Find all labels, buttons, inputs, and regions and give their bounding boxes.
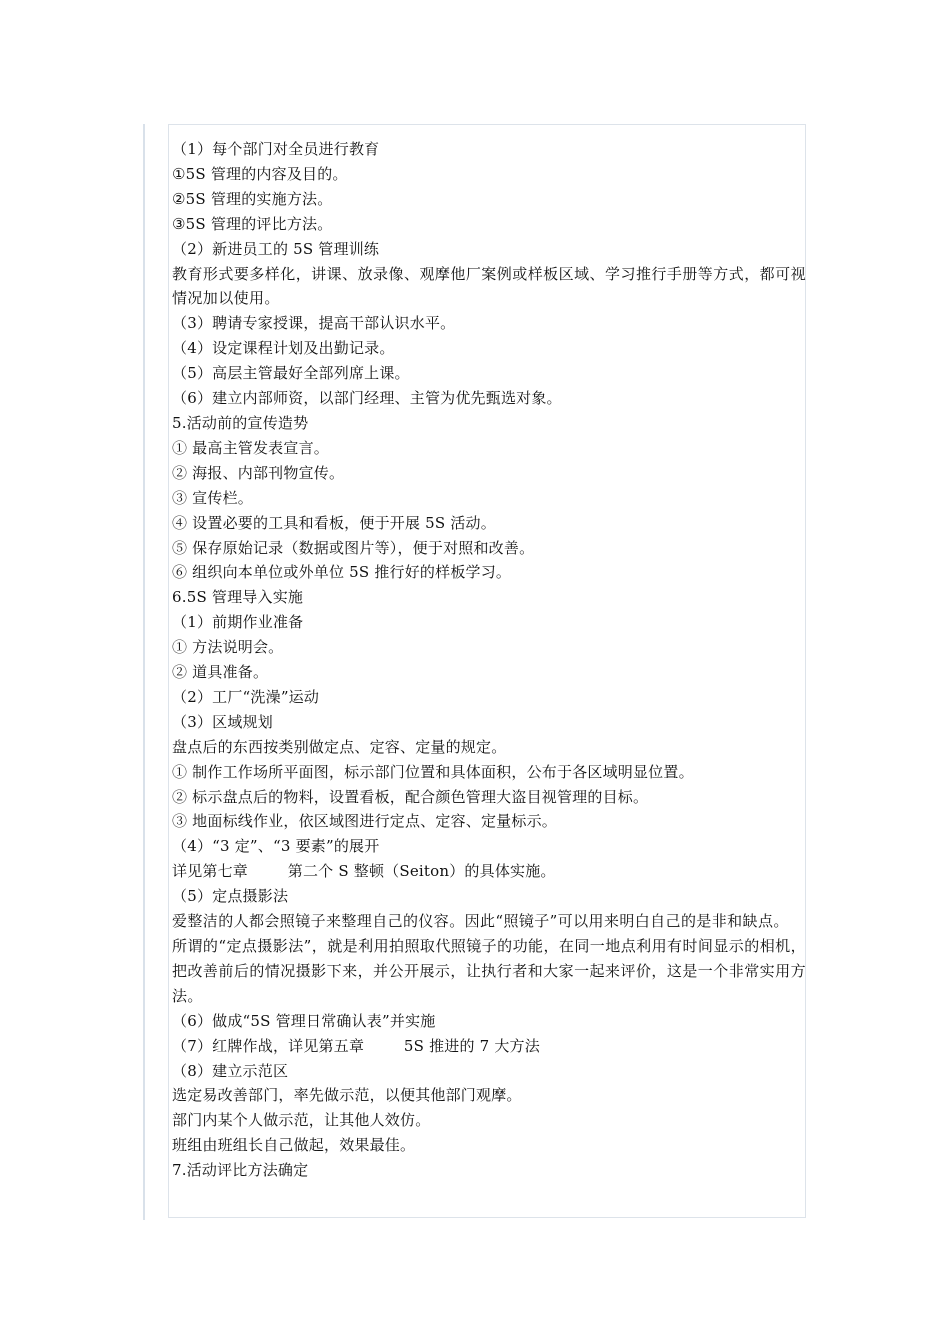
subheading-line: （7）红牌作战，详见第五章 5S 推进的 7 大方法 xyxy=(172,1036,540,1055)
list-item: ⑤ 保存原始记录（数据或图片等），便于对照和改善。 xyxy=(172,538,535,557)
section-heading: 7.活动评比方法确定 xyxy=(172,1161,309,1180)
paragraph: 盘点后的东西按类别做定点、定容、定量的规定。 xyxy=(172,737,507,756)
subheading-line: （1）前期作业准备 xyxy=(172,613,304,632)
list-item: ② 道具准备。 xyxy=(172,663,269,682)
left-margin-rule xyxy=(143,124,145,1220)
subheading-line: （3）聘请专家授课，提高干部认识水平。 xyxy=(172,314,456,333)
list-item: ① 方法说明会。 xyxy=(172,638,284,657)
list-item: ④ 设置必要的工具和看板，便于开展 5S 活动。 xyxy=(172,513,496,532)
document-body xyxy=(172,137,806,1183)
subheading-line: （4）设定课程计划及出勤记录。 xyxy=(172,339,395,358)
paragraph: 详见第七章 第二个 S 整顿（Seiton）的具体实施。 xyxy=(172,862,556,881)
list-item: ②5S 管理的实施方法。 xyxy=(172,189,333,208)
list-item: ① 最高主管发表宣言。 xyxy=(172,438,329,457)
list-item: ①5S 管理的内容及目的。 xyxy=(172,164,348,183)
section-heading: 5.活动前的宣传造势 xyxy=(172,413,309,432)
list-item: ③ 地面标线作业，依区域图进行定点、定容、定量标示。 xyxy=(172,812,557,831)
list-item: ② 标示盘点后的物料，设置看板，配合颜色管理大盗目视管理的目标。 xyxy=(172,787,649,806)
subheading-line: （2）工厂“洗澡”运动 xyxy=(172,687,320,706)
subheading-line: （5）高层主管最好全部列席上课。 xyxy=(172,364,410,383)
subheading-line: （8）建立示范区 xyxy=(172,1061,289,1080)
subheading-line: （1）每个部门对全员进行教育 xyxy=(172,140,380,158)
list-item: ③ 宣传栏。 xyxy=(172,488,253,507)
subheading-line: （4）“3 定”、“3 要素”的展开 xyxy=(172,837,380,856)
paragraph: 爱整洁的人都会照镜子来整理自己的仪容。因此“照镜子”可以用来明白自己的是非和缺点。 xyxy=(172,912,789,931)
list-item: ⑥ 组织向本单位或外单位 5S 推行好的样板学习。 xyxy=(172,563,512,582)
paragraph: 选定易改善部门，率先做示范，以便其他部门观摩。 xyxy=(172,1086,522,1105)
subheading-line: （2）新进员工的 5S 管理训练 xyxy=(172,239,380,258)
list-item: ② 海报、内部刊物宣传。 xyxy=(172,463,345,482)
subheading-line: （3）区域规划 xyxy=(172,712,273,731)
paragraph: 部门内某个人做示范，让其他人效仿。 xyxy=(172,1111,431,1130)
list-item: ① 制作工作场所平面图，标示部门位置和具体面积，公布于各区域明显位置。 xyxy=(172,762,694,781)
paragraph: 所谓的“定点摄影法”，就是利用拍照取代照镜子的功能，在同一地点利用有时间显示的相机，把改善前后的情况摄影下来，并公开展示，让执行者和大家一起来评价，这是一个非常实用方法。 xyxy=(172,937,806,1005)
list-item: ③5S 管理的评比方法。 xyxy=(172,214,333,233)
subheading-line: （6）建立内部师资，以部门经理、主管为优先甄选对象。 xyxy=(172,389,562,408)
subheading-line: （5）定点摄影法 xyxy=(172,887,289,906)
paragraph: 教育形式要多样化，讲课、放录像、观摩他厂案例或样板区域、学习推行手册等方式，都可视情况加以使用。 xyxy=(172,264,806,308)
paragraph: 班组由班组长自己做起，效果最佳。 xyxy=(172,1136,416,1155)
subheading-line: （6）做成“5S 管理日常确认表”并实施 xyxy=(172,1011,436,1030)
section-heading: 6.5S 管理导入实施 xyxy=(172,588,304,607)
